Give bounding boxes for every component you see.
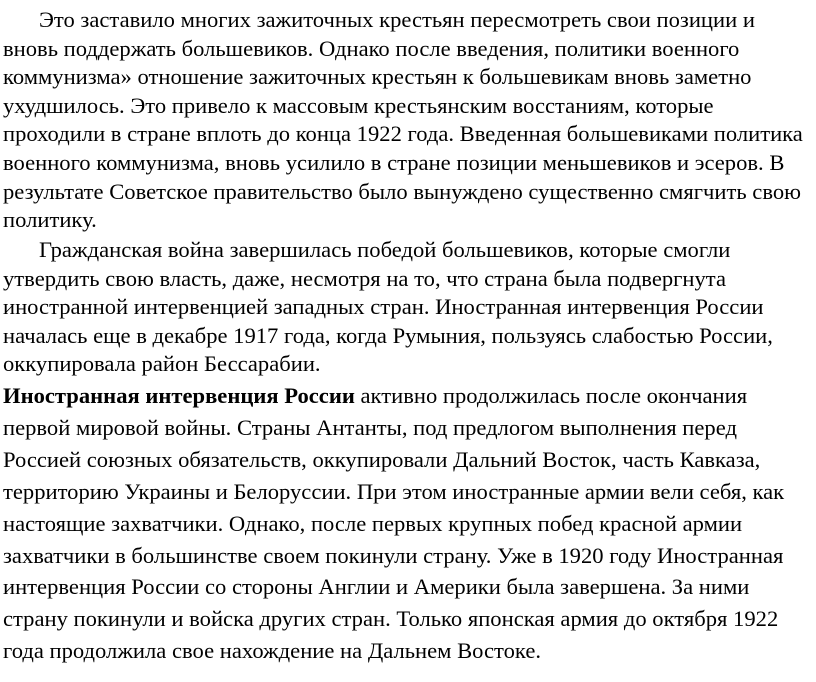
paragraph-body-text: активно продолжилась после окончания первой мировой войны. Страны Антанты, под предлогом выполнения перед Россией союзных обязательств, оккупировали Дальний Восток, часть Кавказа, территорию Украины и Белоруссии. При этом иностранные армии вели себя, как настоящие захватчики. Однако, после первых крупных побед красной армии захватчики в большинстве своем покинули страну. Уже в 1920 году Иностранная интервенция России со стороны Англии и Америки была завершена. За ними страну покинули и войска других стран. Только японская армия до октября 1922 года продолжила свое нахождение на Дальнем Востоке. — [3, 383, 785, 664]
paragraph-civil-war-end: Гражданская война завершилась победой большевиков, которые смогли утвердить свою власть, даже, несмотря на то, что страна была подвергнута иностранной интервенцией западных стран. Иностранная интервенция России началась еще в декабре 1917 года, когда Румыния, пользуясь слабостью России, оккупировала район Бессарабии. — [3, 237, 773, 377]
paragraph-heading-bold: Иностранная интервенция России — [3, 383, 355, 408]
paragraph-foreign-intervention — [3, 380, 811, 667]
paragraph-peasants-policy: Это заставило многих зажиточных крестьян пересмотреть свои позиции и вновь поддержать большевиков. Однако после введения, политики военного коммунизма» отношение зажиточных крестьян к большевикам вновь заметно ухудшилось. Это привело к массовым крестьянским восстаниям, которые проходили в стране вплоть до конца 1922 года. Введенная большевиками политика военного коммунизма, вновь усилило в стране позиции меньшевиков и эсеров. В результате Советское правительство было вынуждено существенно смягчить свою политику. — [3, 7, 803, 233]
